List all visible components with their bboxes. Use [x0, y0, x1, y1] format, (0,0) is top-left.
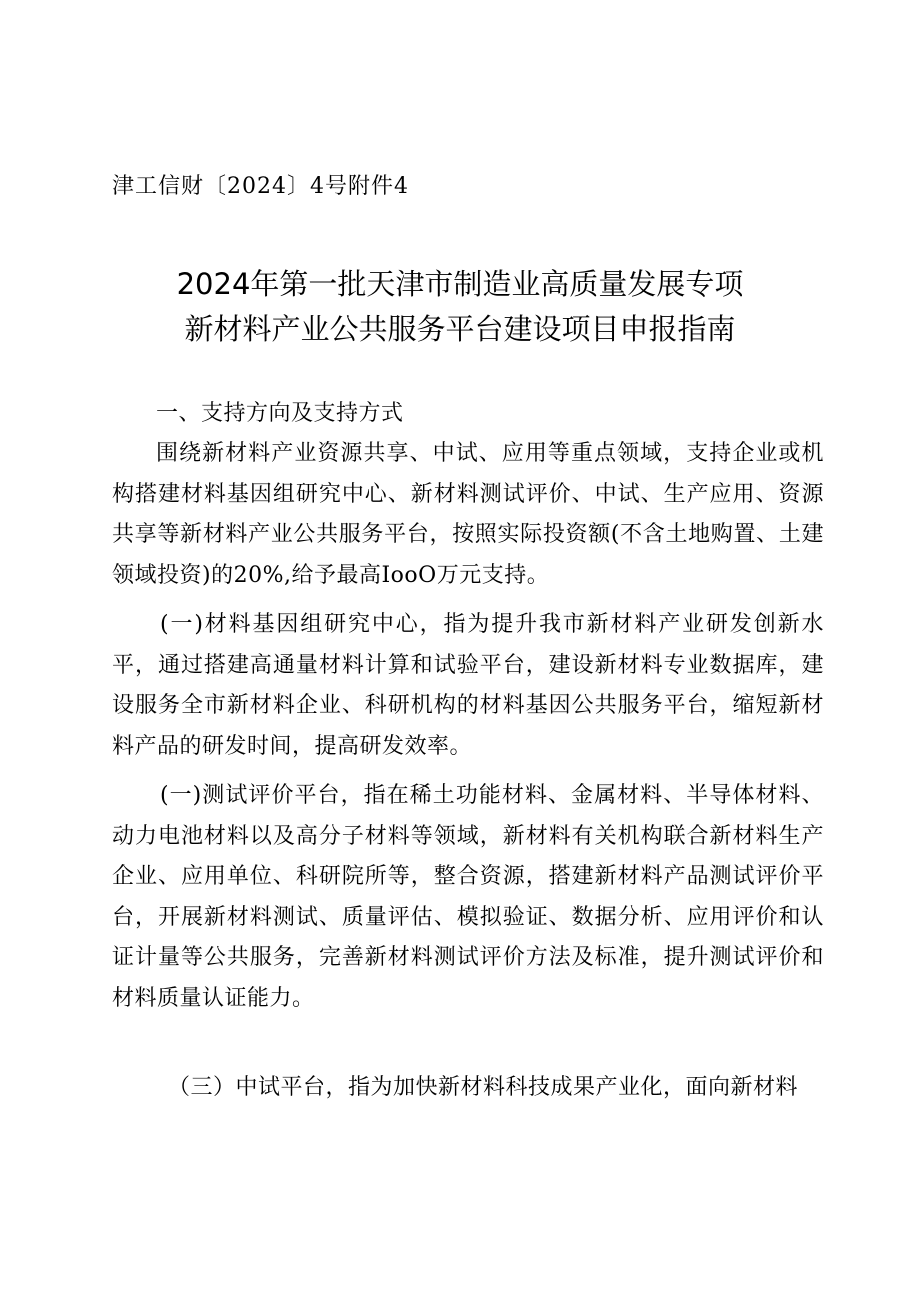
paragraph-material-genome-center: (一)材料基因组研究中心，指为提升我市新材料产业研发创新水平，通过搭建高通量材料计算和试验平台，建设新材料专业数据库，建设服务全市新材料企业、科研机构的材料基因公共服务平台，缩短新材料产品的研发时间，提高研发效率。: [112, 612, 824, 759]
paragraph-pilot-platform: （三）中试平台，指为加快新材料科技成果产业化，面向新材料: [168, 1075, 799, 1100]
document-reference-number: 津工信财〔2024〕4号附件4: [112, 174, 409, 199]
paragraph-support-overview: 围绕新材料产业资源共享、中试、应用等重点领域，支持企业或机构搭建材料基因组研究中心、新材料测试评价、中试、生产应用、资源共享等新材料产业公共服务平台，按照实际投资额(不含土地购置、土建领域投资)的20%,给予最高IooO万元支持。: [112, 441, 824, 588]
document-title-line-1: 2024年第一批天津市制造业高质量发展专项: [176, 267, 744, 301]
section-heading-support-direction: 一、支持方向及支持方式: [156, 401, 404, 426]
document-title-line-2: 新材料产业公共服务平台建设项目申报指南: [184, 312, 736, 346]
paragraph-testing-evaluation-platform: (一)测试评价平台，指在稀土功能材料、金属材料、半导体材料、动力电池材料以及高分子材料等领域，新材料有关机构联合新材料生产企业、应用单位、科研院所等，整合资源，搭建新材料产品测试评价平台，开展新材料测试、质量评估、模拟验证、数据分析、应用评价和认证计量等公共服务，完善新材料测试评价方法及标准，提升测试评价和材料质量认证能力。: [112, 783, 824, 1011]
